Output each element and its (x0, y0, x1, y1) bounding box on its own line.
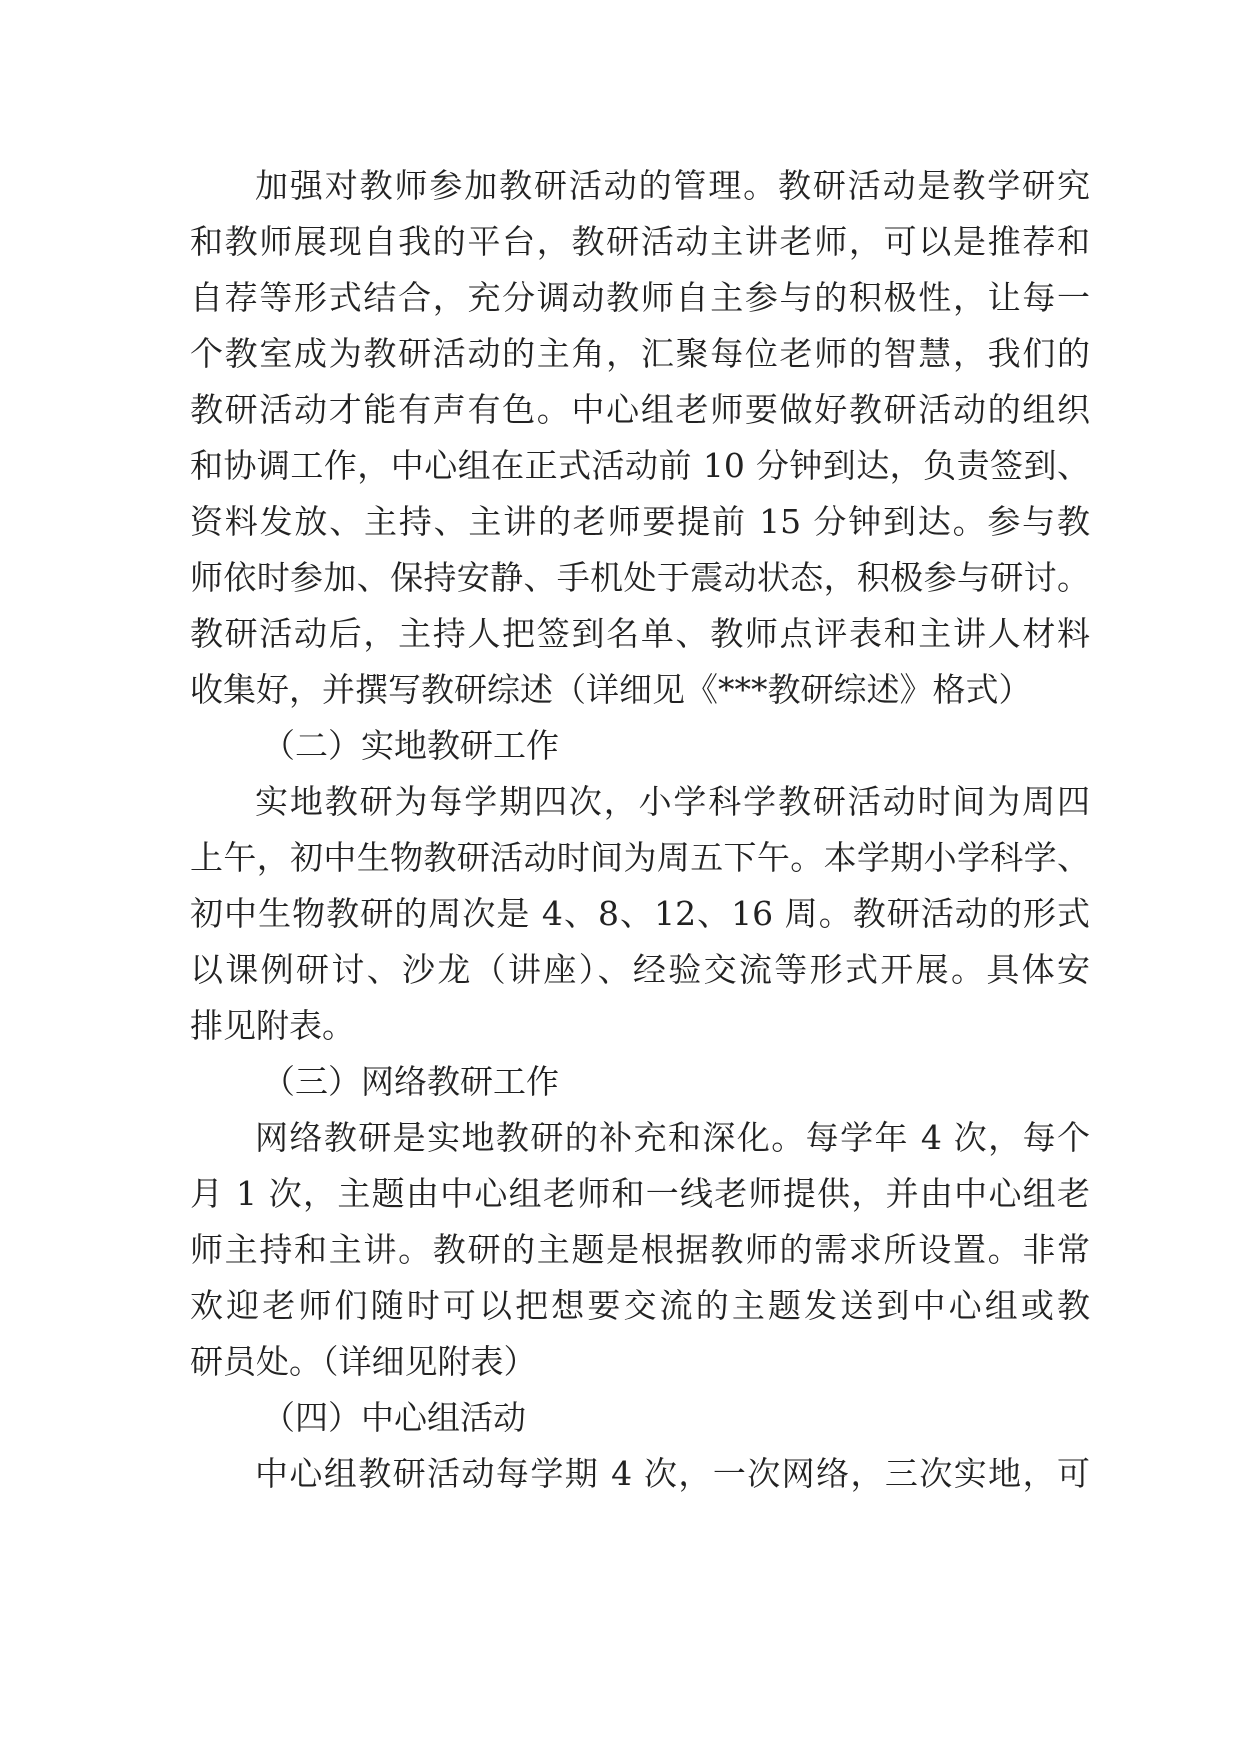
paragraph-line: 初中生物教研的周次是 4、8、12、16 周。教研活动的形式 (190, 894, 1091, 933)
paragraph-line: 加强对教师参加教研活动的管理。教研活动是教学研究 (255, 166, 1090, 205)
paragraph-line: 网络教研是实地教研的补充和深化。每学年 4 次，每个 (255, 1118, 1090, 1157)
paragraph-line: 个教室成为教研活动的主角，汇聚每位老师的智慧，我们的 (190, 334, 1090, 373)
section-heading: （四）中心组活动 (262, 1398, 526, 1437)
section-heading: （三）网络教研工作 (262, 1062, 559, 1101)
paragraph-line: 研员处。（详细见附表） (190, 1342, 537, 1381)
paragraph-line: 和协调工作，中心组在正式活动前 10 分钟到达，负责签到、 (190, 446, 1090, 485)
paragraph-line: 上午，初中生物教研活动时间为周五下午。本学期小学科学、 (190, 838, 1090, 877)
paragraph-line: 自荐等形式结合，充分调动教师自主参与的积极性，让每一 (190, 278, 1090, 317)
paragraph-line: 资料发放、主持、主讲的老师要提前 15 分钟到达。参与教 (190, 502, 1090, 541)
paragraph-line: 教研活动才能有声有色。中心组老师要做好教研活动的组织 (190, 390, 1090, 429)
paragraph-line: 收集好，并撰写教研综述（详细见《***教研综述》格式） (190, 670, 1032, 709)
paragraph-line: 欢迎老师们随时可以把想要交流的主题发送到中心组或教 (190, 1286, 1090, 1325)
paragraph-line: 教研活动后，主持人把签到名单、教师点评表和主讲人材料 (190, 614, 1090, 653)
paragraph-line: 月 1 次，主题由中心组老师和一线老师提供，并由中心组老 (190, 1174, 1090, 1213)
paragraph-line: 和教师展现自我的平台，教研活动主讲老师，可以是推荐和 (190, 222, 1090, 261)
paragraph-line: 以课例研讨、沙龙（讲座）、经验交流等形式开展。具体安 (190, 950, 1090, 989)
paragraph-line: 排见附表。 (190, 1006, 355, 1045)
paragraph-line: 师依时参加、保持安静、手机处于震动状态，积极参与研讨。 (190, 558, 1090, 597)
paragraph-line: 实地教研为每学期四次，小学科学教研活动时间为周四 (255, 782, 1090, 821)
paragraph-line: 师主持和主讲。教研的主题是根据教师的需求所设置。非常 (190, 1230, 1090, 1269)
section-heading: （二）实地教研工作 (262, 726, 559, 765)
paragraph-line: 中心组教研活动每学期 4 次，一次网络，三次实地，可 (255, 1454, 1090, 1493)
